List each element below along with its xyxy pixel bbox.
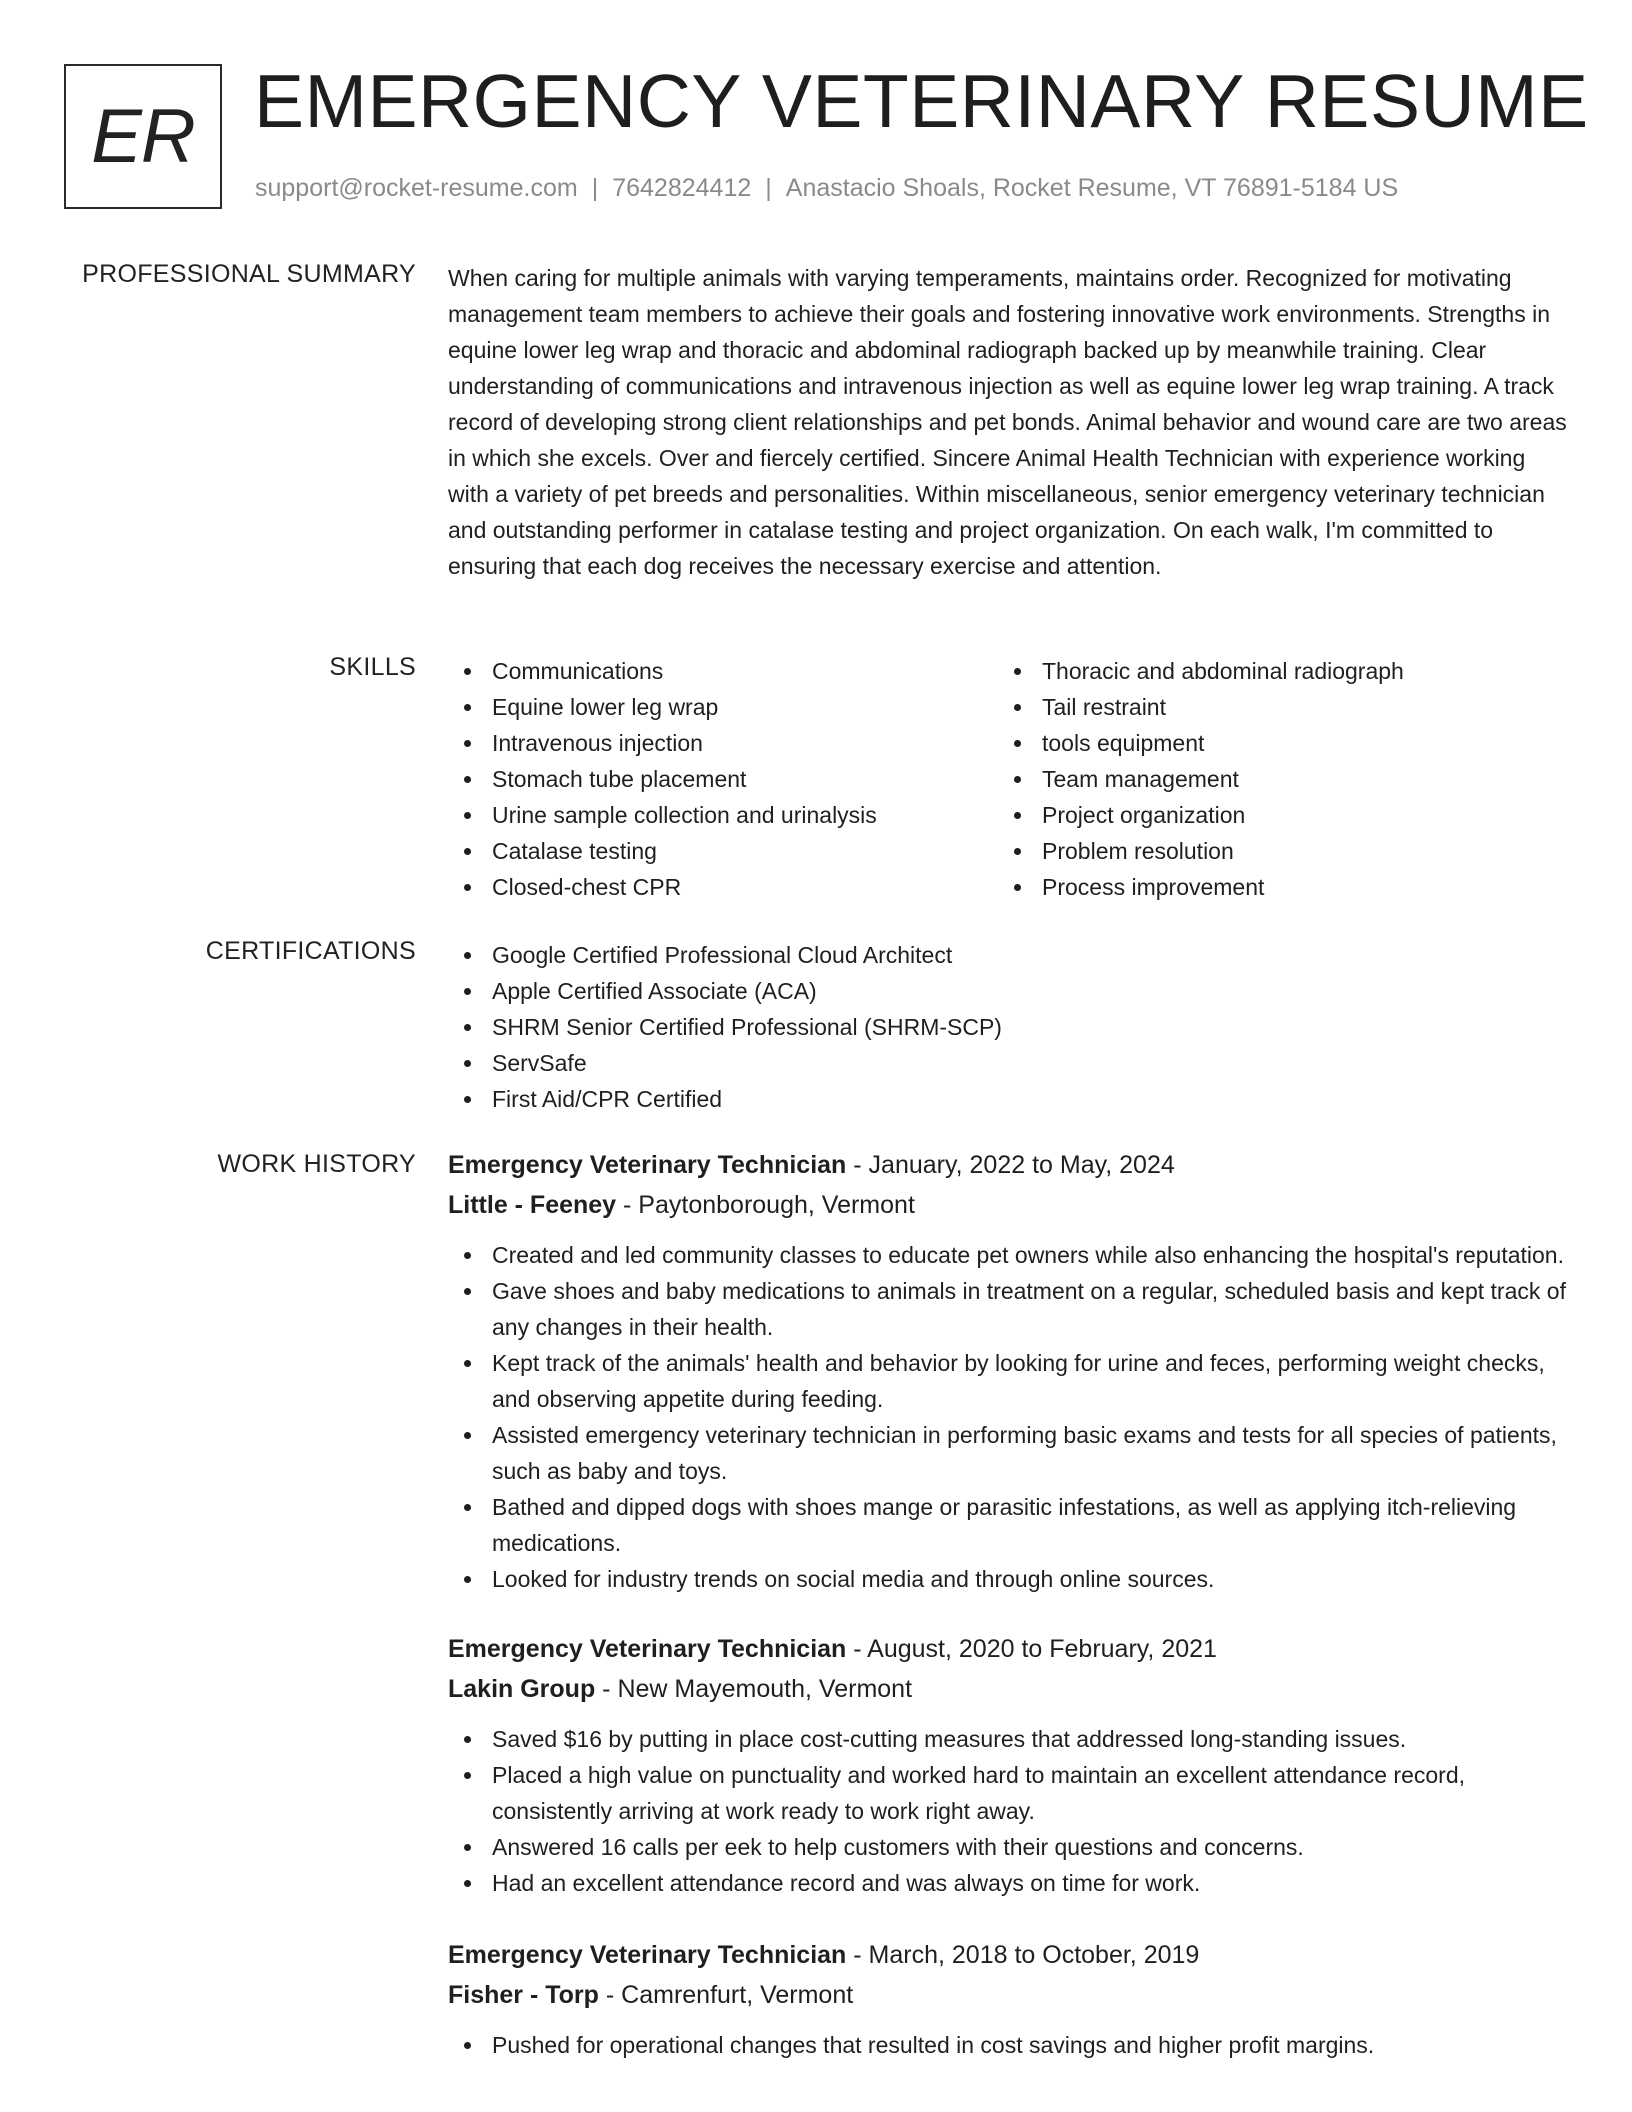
skills-grid — [448, 653, 1568, 905]
certification-item: Google Certified Professional Cloud Architect — [448, 937, 1568, 973]
certifications-label: CERTIFICATIONS — [205, 937, 416, 965]
job-bullet: Created and led community classes to educate pet owners while also enhancing the hospital's reputation. — [448, 1237, 1568, 1273]
job-company: Lakin Group — [448, 1675, 596, 1703]
resume-title: EMERGENCY VETERINARY RESUME — [254, 59, 1589, 143]
job-bullet: Placed a high value on punctuality and worked hard to maintain an excellent attendance record, consistently arriving at work ready to work right away. — [448, 1757, 1568, 1829]
monogram-box — [64, 64, 222, 209]
job-bullets — [448, 1237, 1568, 1597]
job-location: - Camrenfurt, Vermont — [598, 1981, 854, 2009]
job-bullet: Assisted emergency veterinary technician in performing basic exams and tests for all species of patients, such as baby and toys. — [448, 1417, 1568, 1489]
job-title-line — [448, 1935, 1568, 1975]
job-location: - Paytonborough, Vermont — [616, 1191, 915, 1219]
job-title-line — [448, 1629, 1568, 1669]
job-company: Fisher - Torp — [448, 1981, 599, 2009]
skill-item: Equine lower leg wrap — [448, 689, 998, 725]
job-title-line — [448, 1145, 1568, 1185]
skill-item: Intravenous injection — [448, 725, 998, 761]
job-bullet: Saved $16 by putting in place cost-cutting measures that addressed long-standing issues. — [448, 1721, 1568, 1757]
contact-line — [255, 174, 1398, 203]
certifications-list — [448, 937, 1568, 1117]
skill-item: Project organization — [998, 797, 1548, 833]
job-dates: - March, 2018 to October, 2019 — [846, 1941, 1200, 1969]
job-company-line — [448, 1669, 1568, 1709]
skill-item: Team management — [998, 761, 1548, 797]
summary-label: PROFESSIONAL SUMMARY — [82, 260, 416, 288]
job-bullets — [448, 1721, 1568, 1901]
contact-separator: | — [765, 174, 772, 202]
job-bullet: Looked for industry trends on social media and through online sources. — [448, 1561, 1568, 1597]
summary-text: When caring for multiple animals with varying temperaments, maintains order. Recognized for motivating management team members to achieve their goals and fostering innovative work environments. Strengths in equine lower leg wrap and thoracic and abdominal radiograph backed up by meanwhile training. Clear understanding of communications and intravenous injection as well as equine lower leg wrap training. A track record of developing strong client relationships and pet bonds. Animal behavior and wound care are two areas in which she excels. Over and fiercely certified. Sincere Animal Health Technician with experience working with a variety of pet breeds and personalities. Within miscellaneous, senior emergency veterinary technician and outstanding performer in catalase testing and project organization. On each walk, I'm committed to ensuring that each dog receives the necessary exercise and attention. — [448, 265, 1567, 579]
skill-item: Problem resolution — [998, 833, 1548, 869]
skill-item: tools equipment — [998, 725, 1548, 761]
job-bullet: Gave shoes and baby medications to animals in treatment on a regular, scheduled basis and kept track of any changes in their health. — [448, 1273, 1568, 1345]
skill-item: Thoracic and abdominal radiograph — [998, 653, 1548, 689]
skills-left-list — [448, 653, 998, 905]
job-bullet: Bathed and dipped dogs with shoes mange or parasitic infestations, as well as applying itch-relieving medications. — [448, 1489, 1568, 1561]
job-bullet: Had an excellent attendance record and was always on time for work. — [448, 1865, 1568, 1901]
resume-header — [64, 59, 1592, 212]
job-title: Emergency Veterinary Technician — [448, 1941, 847, 1969]
job-company-line — [448, 1975, 1568, 2015]
job-entry — [448, 1629, 1568, 1901]
certification-item: First Aid/CPR Certified — [448, 1081, 1568, 1117]
certification-item: Apple Certified Associate (ACA) — [448, 973, 1568, 1009]
job-bullet: Kept track of the animals' health and behavior by looking for urine and feces, performing weight checks, and observing appetite during feeding. — [448, 1345, 1568, 1417]
skill-item: Communications — [448, 653, 998, 689]
contact-phone[interactable]: 7642824412 — [612, 174, 752, 202]
job-entry — [448, 1145, 1568, 1597]
skill-item: Closed-chest CPR — [448, 869, 998, 905]
monogram-initials: ER — [91, 94, 195, 179]
contact-separator: | — [591, 174, 599, 202]
work-history-body — [448, 1145, 1568, 2063]
skill-item: Urine sample collection and urinalysis — [448, 797, 998, 833]
job-bullet: Answered 16 calls per eek to help customers with their questions and concerns. — [448, 1829, 1568, 1865]
contact-address: Anastacio Shoals, Rocket Resume, VT 76891-5184 US — [785, 174, 1399, 202]
certifications-body — [448, 937, 1568, 1117]
job-dates: - January, 2022 to May, 2024 — [846, 1151, 1175, 1179]
work-label: WORK HISTORY — [217, 1150, 416, 1178]
job-company: Little - Feeney — [448, 1191, 617, 1219]
job-bullet: Pushed for operational changes that resulted in cost savings and higher profit margins. — [448, 2027, 1568, 2063]
job-entry — [448, 1935, 1568, 2063]
skills-label: SKILLS — [329, 653, 416, 681]
skills-right-list — [998, 653, 1548, 905]
contact-email[interactable]: support@rocket-resume.com — [255, 174, 578, 202]
skill-item: Stomach tube placement — [448, 761, 998, 797]
job-bullets — [448, 2027, 1568, 2063]
job-dates: - August, 2020 to February, 2021 — [846, 1635, 1217, 1663]
job-company-line — [448, 1185, 1568, 1225]
certification-item: ServSafe — [448, 1045, 1568, 1081]
job-title: Emergency Veterinary Technician — [448, 1151, 847, 1179]
job-location: - New Mayemouth, Vermont — [595, 1675, 913, 1703]
skill-item: Catalase testing — [448, 833, 998, 869]
skill-item: Process improvement — [998, 869, 1548, 905]
certification-item: SHRM Senior Certified Professional (SHRM-SCP) — [448, 1009, 1568, 1045]
job-title: Emergency Veterinary Technician — [448, 1635, 847, 1663]
skill-item: Tail restraint — [998, 689, 1548, 725]
